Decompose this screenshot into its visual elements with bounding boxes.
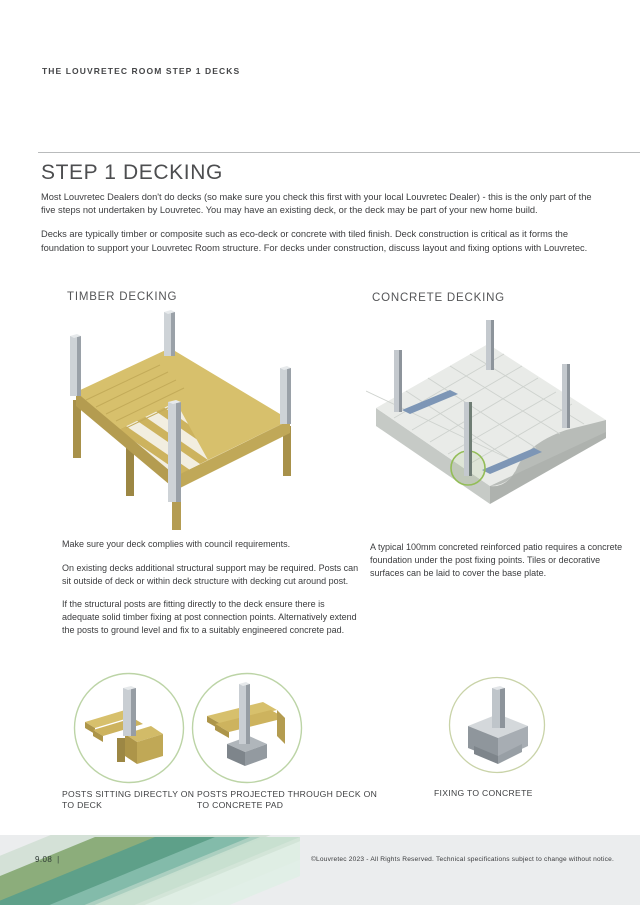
intro-paragraph-2: Decks are typically timber or composite such as eco-deck or concrete with tiled finish. Deck construction is critical as it forms the foundation to support your Louvretec Room structure. For decks under construction, discuss layout and fixing options with Louvretec. bbox=[41, 229, 588, 253]
posts-on-deck-drawing bbox=[73, 672, 185, 784]
concrete-text-block bbox=[370, 541, 626, 579]
detail-caption-posts-through-deck: POSTS PROJECTED THROUGH DECK ON TO CONCRETE PAD bbox=[197, 789, 378, 810]
header-divider bbox=[38, 152, 640, 153]
intro-paragraphs bbox=[41, 191, 605, 255]
posts-through-deck-drawing bbox=[191, 672, 303, 784]
page-number-separator: | bbox=[57, 855, 60, 864]
timber-paragraph-3: If the structural posts are fitting directly to the deck ensure there is adequate solid timber fixing at post connection points. Alternatively extend the posts to ground level and fix to a suitably engineered concrete pad. bbox=[62, 599, 357, 635]
detail-posts-through-deck-illustration bbox=[191, 672, 303, 784]
concrete-deck-illustration bbox=[366, 312, 616, 538]
timber-deck-illustration bbox=[56, 310, 312, 534]
louvretec-footer-chevrons-logo bbox=[0, 835, 300, 905]
timber-paragraph-1: Make sure your deck complies with council requirements. bbox=[62, 539, 291, 549]
detail-caption-posts-on-deck: POSTS SITTING DIRECTLY ON TO DECK bbox=[62, 789, 195, 810]
timber-decking-heading: TIMBER DECKING bbox=[67, 291, 178, 303]
detail-caption-fixing-to-concrete: FIXING TO CONCRETE bbox=[434, 788, 533, 798]
copyright-notice: ©Louvretec 2023 - All Rights Reserved. Technical specifications subject to change without notice. bbox=[310, 856, 614, 863]
detail-posts-on-deck-illustration bbox=[73, 672, 185, 784]
concrete-deck-drawing bbox=[366, 312, 616, 538]
page-number bbox=[35, 855, 60, 864]
page-title: STEP 1 DECKING bbox=[41, 161, 223, 184]
timber-paragraph-2: On existing decks additional structural support may be required. Posts can sit outside of deck or within deck structure with decking cut around post. bbox=[62, 562, 359, 586]
concrete-decking-heading: CONCRETE DECKING bbox=[372, 292, 505, 304]
timber-text-block bbox=[62, 538, 360, 637]
intro-paragraph-1: Most Louvretec Dealers don't do decks (so make sure you check this first with your local Louvretec Dealer) - this is the only part of the five steps not undertaken by Louvretec. You may have an existing deck, or the deck may be part of your new home build. bbox=[41, 192, 592, 216]
page-eyebrow: THE LOUVRETEC ROOM STEP 1 DECKS bbox=[42, 66, 241, 76]
concrete-paragraph-1: A typical 100mm concreted reinforced patio requires a concrete foundation under the post fixing points. Tiles or decorative surfaces can be laid to cover the base plate. bbox=[370, 542, 623, 578]
detail-fixing-to-concrete-illustration bbox=[448, 676, 546, 774]
page-number-value: 9.08 bbox=[35, 855, 53, 864]
timber-deck-drawing bbox=[56, 310, 312, 534]
fixing-to-concrete-drawing bbox=[448, 676, 546, 774]
page-footer bbox=[0, 835, 640, 905]
